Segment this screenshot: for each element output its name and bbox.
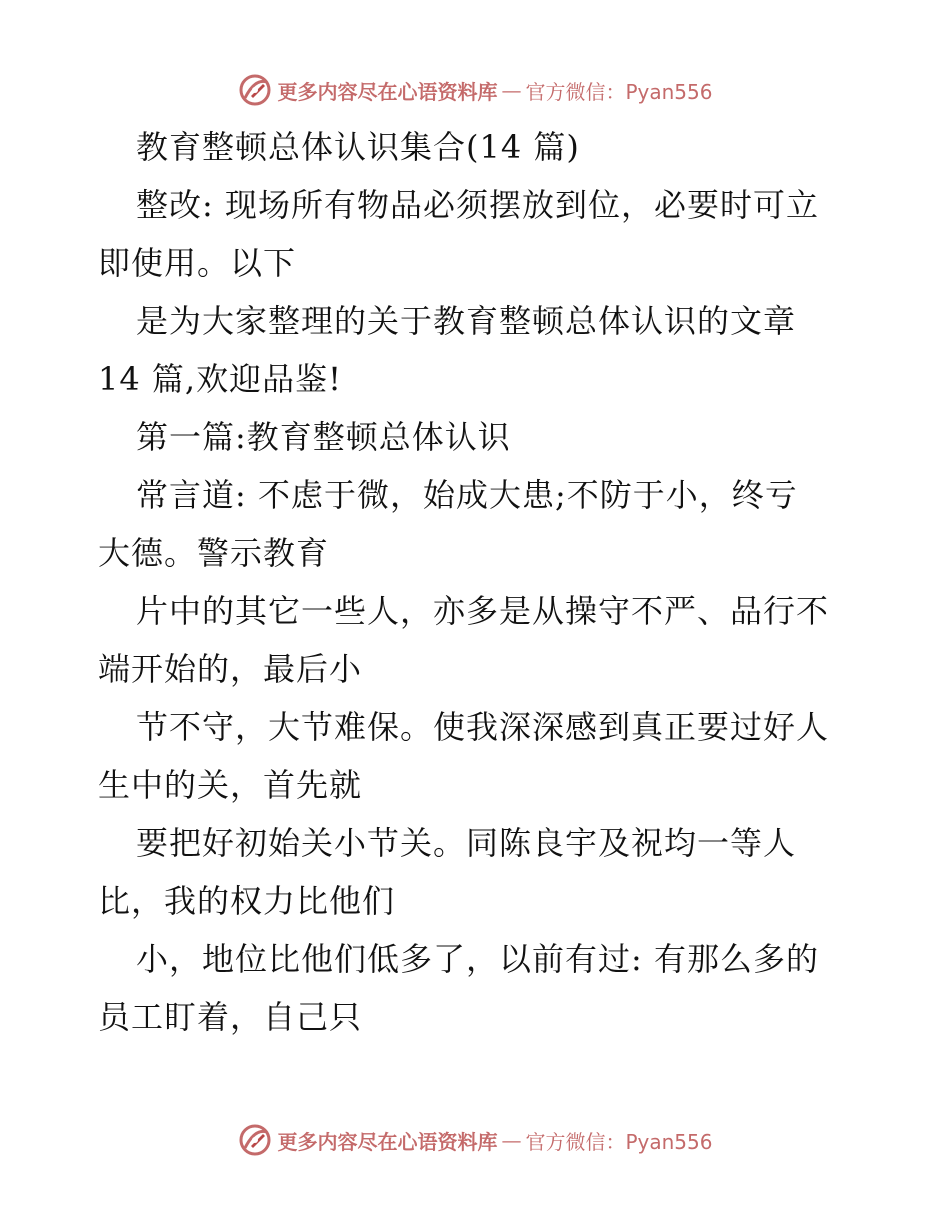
footer-banner <box>0 1120 950 1160</box>
paragraph-line: 生中的关，首先就 <box>98 766 363 804</box>
banner-separator: — <box>501 1128 522 1152</box>
pen-swirl-logo-icon <box>237 1122 273 1158</box>
paragraph-line: 是为大家整理的关于教育整顿总体认识的文章 <box>136 302 797 340</box>
paragraph-line: 小，地位比他们低多了，以前有过: 有那么多的 <box>136 940 819 978</box>
paragraph-line: 大德。警示教育 <box>98 534 330 572</box>
section-heading: 第一篇:教育整顿总体认识 <box>136 418 511 456</box>
banner-text: 更多内容尽在心语资料库 <box>277 79 498 104</box>
banner-separator: — <box>501 78 522 102</box>
paragraph-line: 14 篇,欢迎品鉴! <box>98 360 342 398</box>
paragraph-line: 节不守，大节难保。使我深深感到真正要过好人 <box>136 708 830 746</box>
paragraph-line: 员工盯着，自己只 <box>98 998 363 1036</box>
document-body <box>98 118 858 1046</box>
banner-text: 更多内容尽在心语资料库 <box>277 1129 498 1154</box>
banner-wechat: 官方微信：Pyan556 <box>525 1129 713 1154</box>
paragraph-line: 比，我的权力比他们 <box>98 882 396 920</box>
pen-swirl-logo-icon <box>237 72 273 108</box>
paragraph-line: 整改: 现场所有物品必须摆放到位，必要时可立 <box>136 186 819 224</box>
document-title: 教育整顿总体认识集合(14 篇) <box>136 128 580 166</box>
header-banner <box>0 70 950 110</box>
paragraph-line: 端开始的，最后小 <box>98 650 363 688</box>
paragraph-line: 片中的其它一些人，亦多是从操守不严、品行不 <box>136 592 830 630</box>
paragraph-line: 即使用。以下 <box>98 244 297 282</box>
banner-wechat: 官方微信：Pyan556 <box>525 79 713 104</box>
paragraph-line: 常言道: 不虑于微，始成大患;不防于小，终亏 <box>136 476 798 514</box>
paragraph-line: 要把好初始关小节关。同陈良宇及祝均一等人 <box>136 824 797 862</box>
